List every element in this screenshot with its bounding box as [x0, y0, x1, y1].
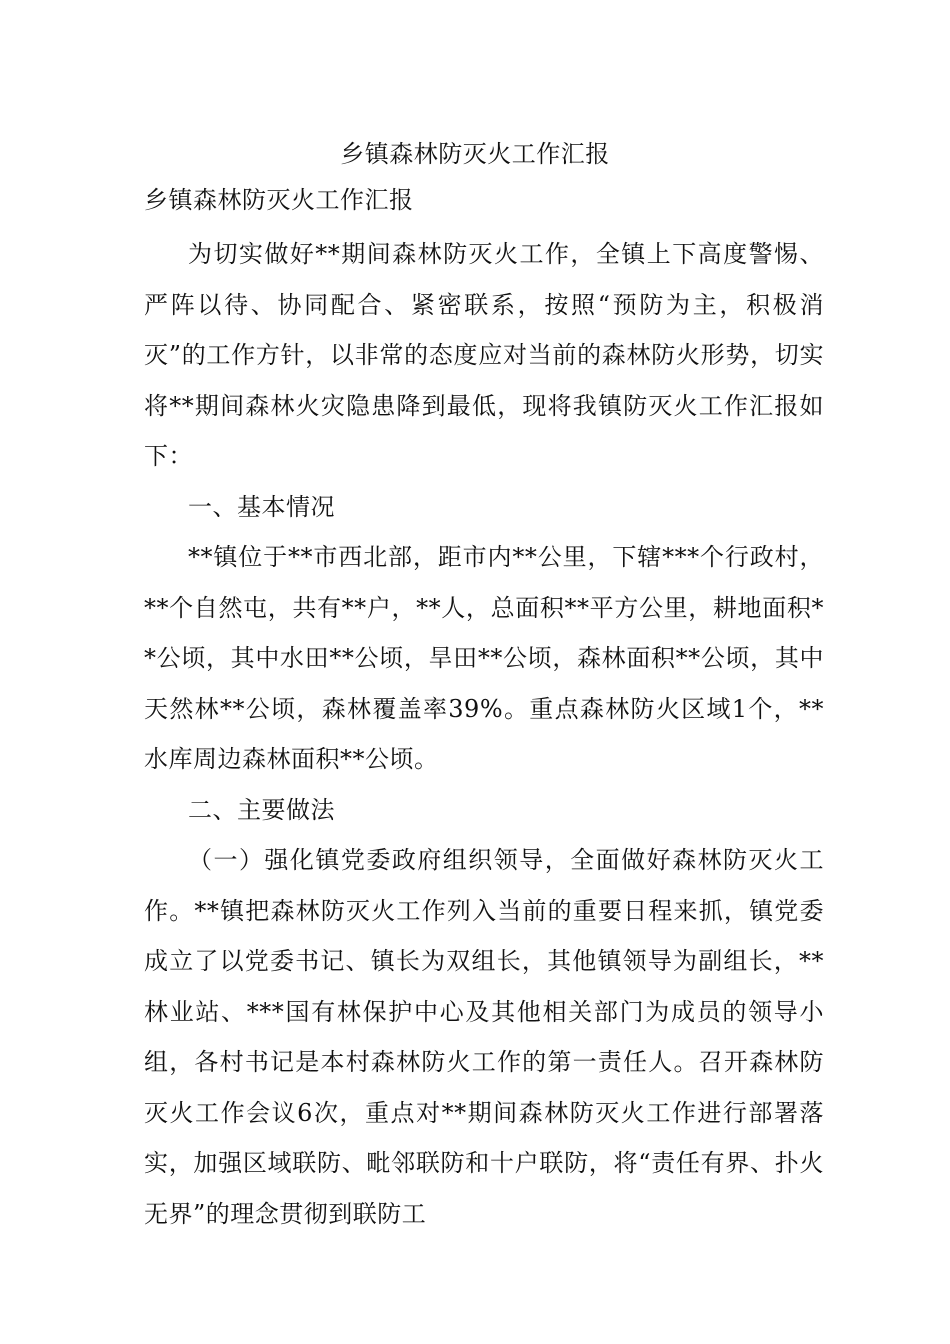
paragraph-leadership: （一）强化镇党委政府组织领导，全面做好森林防灭火工作。**镇把森林防灭火工作列入当前的重要日程来抓，镇党委成立了以党委书记、镇长为双组长，其他镇领导为副组长，**林业站、***国有林保护中心及其他相关部门为成员的领导小组，各村书记是本村森林防火工作的第一责任人。召开森林防灭火工作会议6次，重点对**期间森林防灭火工作进行部署落实，加强区域联防、毗邻联防和十户联防，将“责任有界、扑火无界”的理念贯彻到联防工 — [144, 846, 824, 1228]
section-heading-main-practices: 二、主要做法 — [188, 795, 335, 824]
section-heading-basic-situation: 一、基本情况 — [188, 492, 335, 521]
document-title: 乡镇森林防灭火工作汇报 — [340, 140, 610, 168]
paragraph-intro: 为切实做好**期间森林防灭火工作，全镇上下高度警惕、严阵以待、协同配合、紧密联系，按照“预防为主，积极消灭”的工作方针，以非常的态度应对当前的森林防火形势，切实将**期间森林火灾隐患降到最低，现将我镇防灭火工作汇报如下： — [144, 240, 824, 470]
paragraph-basic-situation: **镇位于**市西北部，距市内**公里，下辖***个行政村，**个自然屯，共有**户，**人，总面积**平方公里，耕地面积**公顷，其中水田**公顷，旱田**公顷，森林面积**公顷，其中天然林**公顷，森林覆盖率39%。重点森林防火区域1个，**水库周边森林面积**公顷。 — [144, 543, 824, 773]
document-subtitle: 乡镇森林防灭火工作汇报 — [144, 186, 414, 214]
document-body — [144, 229, 824, 1239]
